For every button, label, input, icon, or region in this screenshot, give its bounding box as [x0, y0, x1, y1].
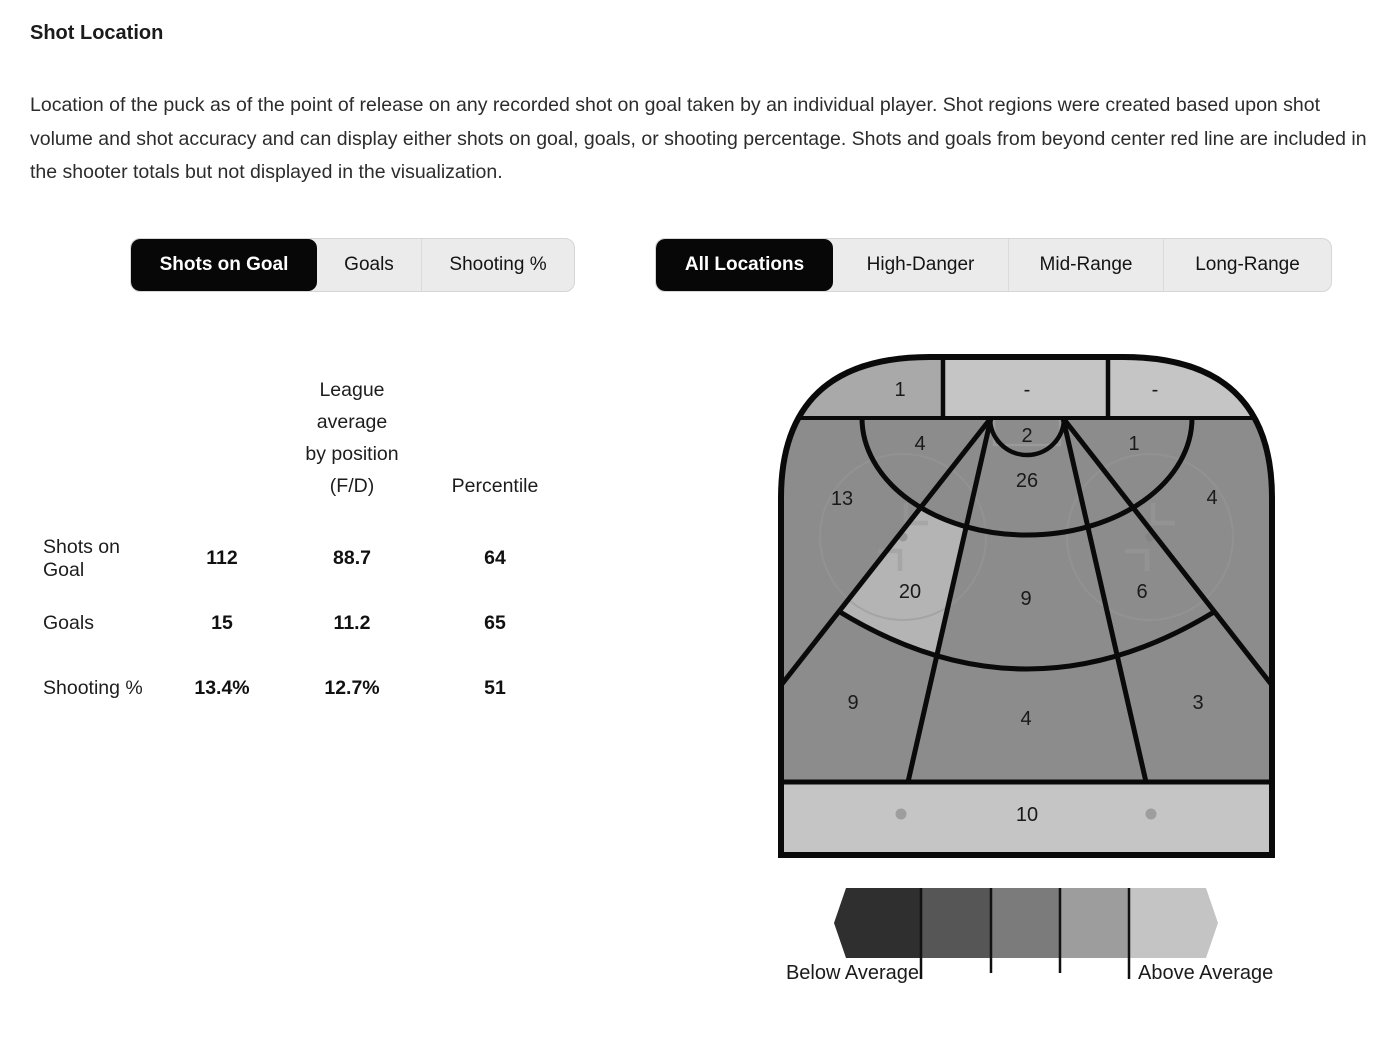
row-league-avg: 88.7 — [333, 547, 371, 569]
row-percentile: 64 — [484, 547, 506, 569]
neutral-dot-left — [896, 809, 907, 820]
region-label-center-point: 4 — [1020, 708, 1032, 730]
col-header-league-average: League average by position (F/D) — [305, 379, 399, 497]
region-label-beyond-blue-line: 10 — [1015, 804, 1039, 826]
region-label-left-point: 9 — [847, 692, 859, 714]
tab-mid-range[interactable]: Mid-Range — [1008, 239, 1163, 291]
region-label-behind-net-center: - — [1023, 379, 1031, 401]
description-text: Location of the puck as of the point of release on any recorded shot on goal taken by an individual player. Shot regions were created based upon shot volume and shot accuracy and can display either shots on goal, goals, or shooting percentage. Shots and goals from beyond center red line are included in the shooter totals but not displayed in the visualization. — [30, 94, 1367, 183]
stats-table — [43, 374, 568, 721]
legend-segment-3 — [991, 888, 1060, 958]
row-league-avg: 12.7% — [324, 677, 380, 699]
legend-below-average-label: Below Average — [785, 962, 919, 984]
table-row — [43, 656, 568, 721]
region-label-right-wing-wide: 4 — [1206, 487, 1218, 509]
row-value: 112 — [206, 547, 238, 569]
legend-segment-4 — [1060, 888, 1129, 958]
col-header-percentile: Percentile — [451, 475, 539, 497]
region-label-high-slot: 26 — [1015, 470, 1039, 492]
region-label-crease: 2 — [1021, 425, 1033, 447]
neutral-dot-right — [1146, 809, 1157, 820]
region-label-behind-net-left: 1 — [894, 379, 906, 401]
rink-shot-map — [778, 352, 1275, 858]
row-label: Shots on Goal — [43, 535, 120, 581]
table-row — [43, 526, 568, 591]
tab-high-danger[interactable]: High-Danger — [866, 254, 975, 275]
legend-segment-2 — [921, 888, 991, 958]
region-label-inner-slot-right: 1 — [1128, 433, 1140, 455]
table-row — [43, 591, 568, 656]
tab-all-locations[interactable]: All Locations — [656, 239, 833, 291]
tab-long-range[interactable]: Long-Range — [1163, 239, 1331, 291]
region-label-inner-slot-left: 4 — [914, 433, 926, 455]
row-label: Goals — [43, 612, 94, 634]
row-percentile: 51 — [484, 677, 506, 699]
row-label: Shooting % — [43, 677, 143, 699]
location-tab-group — [655, 238, 1332, 292]
row-league-avg: 11.2 — [333, 612, 371, 634]
legend-segment-5 — [1129, 888, 1218, 958]
page-title: Shot Location — [30, 22, 164, 44]
row-value: 13.4% — [194, 677, 250, 699]
metric-tab-group — [130, 238, 575, 292]
stats-table-header — [43, 374, 568, 502]
region-label-left-slot: 20 — [898, 581, 922, 603]
region-label-right-slot: 6 — [1136, 581, 1148, 603]
region-label-right-point: 3 — [1192, 692, 1204, 714]
legend-above-average-label: Above Average — [1138, 962, 1274, 984]
legend-segment-1 — [834, 888, 921, 958]
region-label-center-slot: 9 — [1020, 588, 1032, 610]
row-percentile: 65 — [484, 612, 506, 634]
tab-shots-on-goal[interactable]: Shots on Goal — [131, 239, 317, 291]
tab-goals[interactable]: Goals — [344, 254, 394, 275]
region-label-behind-net-right: - — [1151, 379, 1159, 401]
region-label-left-faceoff-circle: 13 — [830, 488, 854, 510]
tab-shooting-pct[interactable]: Shooting % — [421, 239, 574, 291]
row-value: 15 — [211, 612, 233, 634]
